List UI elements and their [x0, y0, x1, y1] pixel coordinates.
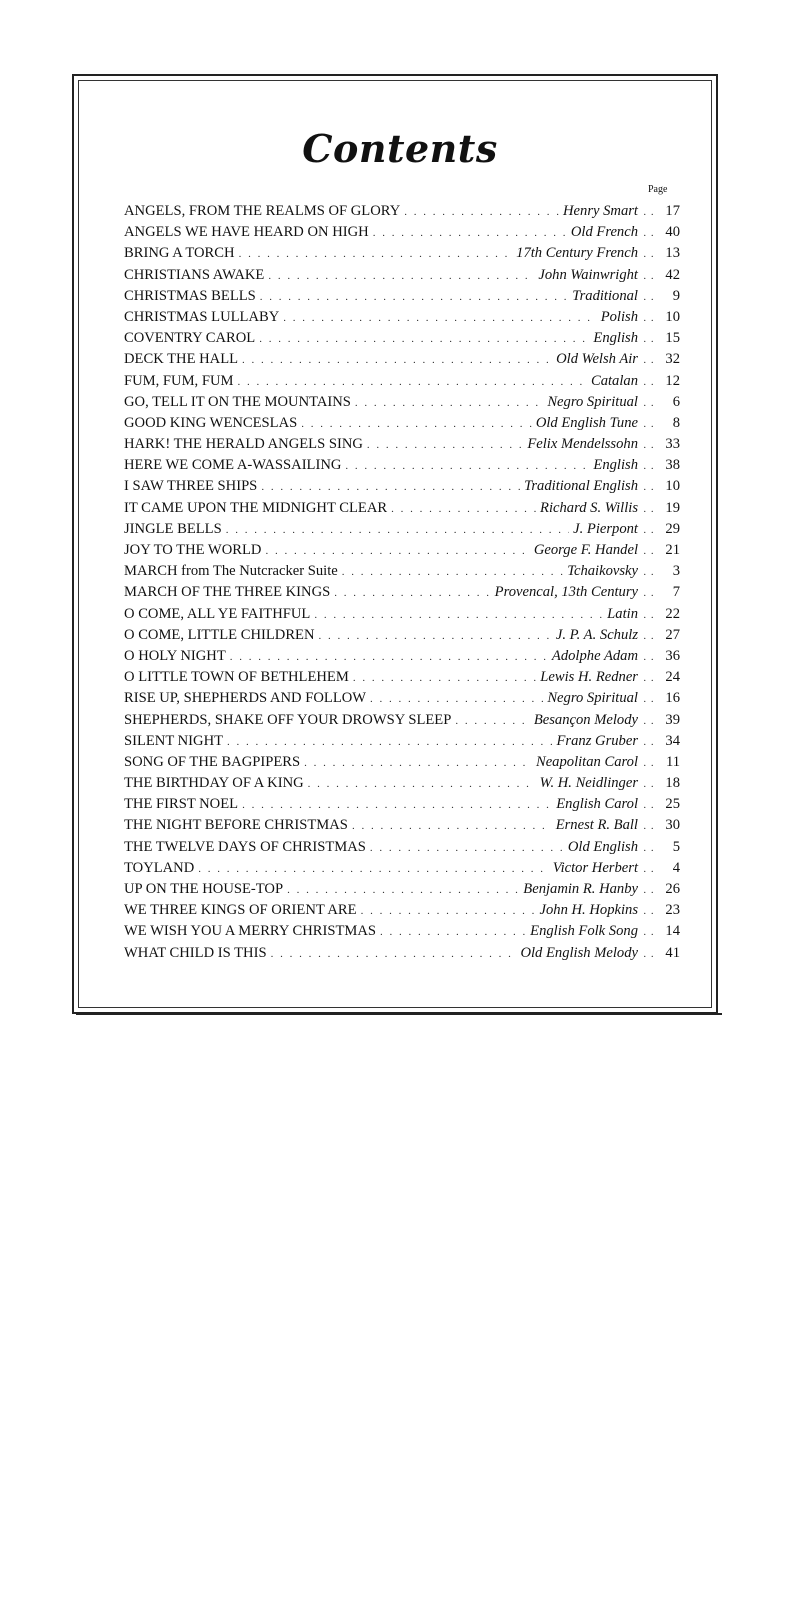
entry-title: MARCH from The Nutcracker Suite: [124, 563, 338, 580]
dot-leader-short: . .: [643, 290, 655, 303]
dot-leader-short: . .: [643, 799, 655, 812]
list-item: [124, 584, 680, 605]
entry-page-number: 25: [665, 796, 680, 813]
dot-leader: [238, 376, 587, 388]
entry-page-number: 4: [672, 859, 680, 876]
entry-title: THE NIGHT BEFORE CHRISTMAS: [124, 817, 348, 834]
entry-title: O COME, LITTLE CHILDREN: [124, 626, 315, 643]
dot-leader-short: . .: [643, 672, 655, 685]
list-item: [124, 330, 680, 351]
entry-composer: English: [593, 457, 638, 474]
dot-leader: [226, 524, 569, 536]
dot-leader-short: . .: [643, 926, 655, 939]
dot-leader: [261, 481, 520, 493]
dot-leader-short: . .: [643, 417, 655, 430]
entry-composer: John H. Hopkins: [539, 902, 638, 919]
entry-page-number: 41: [665, 944, 680, 961]
dot-leader-short: . .: [643, 354, 655, 367]
entry-title: MARCH OF THE THREE KINGS: [124, 584, 331, 601]
entry-composer: J. Pierpont: [573, 520, 638, 537]
dot-leader: [260, 291, 569, 303]
entry-composer: Polish: [600, 308, 638, 325]
list-item: [124, 478, 680, 499]
dot-leader: [308, 778, 536, 790]
entry-composer: 17th Century French: [516, 245, 638, 262]
dot-leader: [455, 715, 530, 727]
list-item: [124, 923, 680, 944]
dot-leader-short: . .: [643, 502, 655, 515]
entry-title: ANGELS, FROM THE REALMS OF GLORY: [124, 203, 401, 219]
entry-page-number: 40: [665, 224, 680, 241]
entry-page-number: 15: [665, 330, 680, 347]
dot-leader-short: . .: [643, 269, 655, 282]
dot-leader-short: . .: [643, 884, 655, 896]
dot-leader: [355, 397, 543, 409]
entry-composer: Franz Gruber: [556, 732, 638, 749]
entry-page-number: 13: [665, 245, 680, 262]
entry-title: O HOLY NIGHT: [124, 647, 226, 664]
dot-leader-short: . .: [643, 248, 655, 261]
entry-composer: Henry Smart: [563, 203, 638, 219]
dot-leader-short: . .: [643, 523, 655, 536]
entry-composer: Old French: [570, 224, 638, 241]
entry-title: TOYLAND: [124, 859, 195, 876]
entry-title: JOY TO THE WORLD: [124, 542, 262, 558]
entry-title: THE FIRST NOEL: [124, 796, 239, 813]
entry-page-number: 38: [665, 457, 680, 474]
entry-title: HARK! THE HERALD ANGELS SING: [124, 436, 363, 453]
entry-page-number: 32: [665, 351, 680, 368]
list-item: [124, 648, 680, 669]
entry-composer: Negro Spiritual: [547, 393, 638, 410]
dot-leader-short: . .: [643, 905, 655, 918]
entry-composer: Latin: [607, 605, 638, 622]
entry-title: THE BIRTHDAY OF A KING: [124, 775, 304, 792]
entry-title: GOOD KING WENCESLAS: [124, 414, 298, 431]
dot-leader-short: . .: [643, 566, 655, 579]
entry-page-number: 18: [665, 775, 680, 792]
dot-leader: [353, 672, 536, 684]
entry-page-number: 26: [665, 881, 680, 897]
entry-composer: Old Welsh Air: [556, 351, 638, 368]
entry-composer: Traditional: [572, 287, 638, 304]
entry-composer: Lewis H. Redner: [540, 669, 638, 686]
entry-page-number: 34: [665, 732, 680, 749]
dot-leader-short: . .: [643, 650, 655, 663]
list-item: [124, 245, 680, 266]
entry-page-number: 11: [665, 753, 680, 770]
page-border-shadow: [76, 1012, 722, 1015]
list-item: [124, 203, 680, 224]
entry-composer: J. P. A. Schulz: [555, 626, 638, 643]
dot-leader-short: . .: [643, 227, 655, 240]
entry-page-number: 39: [665, 711, 680, 728]
entry-title: O LITTLE TOWN OF BETHLEHEM: [124, 669, 349, 686]
entry-page-number: 24: [665, 669, 680, 686]
dot-leader-short: . .: [643, 206, 655, 218]
entry-page-number: 27: [665, 626, 680, 643]
dot-leader: [319, 630, 552, 642]
dot-leader: [342, 566, 563, 578]
list-item: [124, 457, 680, 478]
dot-leader: [265, 545, 529, 557]
table-of-contents: [124, 203, 680, 966]
dot-leader-short: . .: [643, 629, 655, 642]
entry-composer: John Wainwright: [538, 266, 638, 283]
entry-title: RISE UP, SHEPHERDS AND FOLLOW: [124, 690, 367, 707]
list-item: [124, 627, 680, 648]
list-item: [124, 436, 680, 457]
list-item: [124, 839, 680, 860]
entry-composer: Besançon Melody: [533, 711, 638, 728]
dot-leader: [391, 503, 536, 515]
dot-leader: [242, 354, 552, 366]
entry-composer: English Carol: [556, 796, 638, 813]
entry-page-number: 6: [672, 393, 680, 410]
dot-leader-short: . .: [643, 820, 655, 833]
entry-page-number: 5: [672, 838, 680, 855]
list-item: [124, 712, 680, 733]
entry-title: DECK THE HALL: [124, 351, 239, 368]
dot-leader: [370, 842, 564, 854]
entry-title: HERE WE COME A-WASSAILING: [124, 457, 342, 474]
entry-page-number: 19: [665, 499, 680, 516]
dot-leader: [367, 439, 523, 451]
dot-leader-short: . .: [643, 396, 655, 409]
entry-composer: George F. Handel: [533, 542, 638, 558]
dot-leader: [198, 863, 548, 875]
entry-page-number: 10: [665, 478, 680, 495]
list-item: [124, 521, 680, 542]
dot-leader-short: . .: [643, 756, 655, 769]
entry-title: WHAT CHILD IS THIS: [124, 944, 267, 961]
list-item: [124, 860, 680, 881]
entry-title: JINGLE BELLS: [124, 520, 222, 537]
entry-title: I SAW THREE SHIPS: [124, 478, 258, 495]
dot-leader: [230, 651, 548, 663]
entry-title: CHRISTMAS LULLABY: [124, 308, 280, 325]
page-column-header: Page: [648, 184, 668, 195]
entry-page-number: 7: [672, 584, 680, 601]
list-item: [124, 796, 680, 817]
entry-title: WE THREE KINGS OF ORIENT ARE: [124, 902, 357, 919]
entry-composer: Neapolitan Carol: [535, 753, 638, 770]
dot-leader-short: . .: [643, 587, 655, 600]
entry-page-number: 8: [672, 414, 680, 431]
dot-leader-short: . .: [643, 841, 655, 854]
dot-leader: [283, 312, 596, 324]
dot-leader-short: . .: [643, 375, 655, 388]
entry-page-number: 9: [672, 287, 680, 304]
dot-leader: [380, 926, 526, 938]
list-item: [124, 500, 680, 521]
entry-page-number: 29: [665, 520, 680, 537]
dot-leader: [352, 820, 552, 832]
entry-composer: Negro Spiritual: [547, 690, 638, 707]
dot-leader-short: . .: [643, 333, 655, 346]
list-item: [124, 945, 680, 966]
entry-composer: Victor Herbert: [552, 859, 638, 876]
list-item: [124, 775, 680, 796]
list-item: [124, 754, 680, 775]
list-item: [124, 288, 680, 309]
dot-leader: [404, 206, 559, 218]
entry-title: CHRISTMAS BELLS: [124, 287, 256, 304]
dot-leader: [242, 799, 552, 811]
entry-title: SILENT NIGHT: [124, 732, 224, 749]
dot-leader: [304, 757, 532, 769]
list-item: [124, 542, 680, 563]
list-item: [124, 394, 680, 415]
entry-composer: Catalan: [590, 372, 638, 389]
dot-leader: [227, 736, 552, 748]
entry-title: COVENTRY CAROL: [124, 330, 256, 347]
list-item: [124, 690, 680, 711]
list-item: [124, 309, 680, 330]
dot-leader: [271, 948, 517, 960]
dot-leader: [345, 460, 589, 472]
entry-page-number: 22: [665, 605, 680, 622]
dot-leader-short: . .: [643, 778, 655, 791]
entry-title: GO, TELL IT ON THE MOUNTAINS: [124, 393, 351, 410]
dot-leader-short: . .: [643, 439, 655, 452]
entry-composer: Ernest R. Ball: [555, 817, 638, 834]
entry-title: BRING A TORCH: [124, 245, 235, 262]
dot-leader-short: . .: [643, 693, 655, 706]
entry-page-number: 36: [665, 647, 680, 664]
entry-title: SONG OF THE BAGPIPERS: [124, 753, 301, 770]
entry-page-number: 30: [665, 817, 680, 834]
entry-page-number: 16: [665, 690, 680, 707]
dot-leader: [314, 609, 603, 621]
dot-leader-short: . .: [643, 862, 655, 875]
page-title: Contents: [302, 126, 498, 171]
entry-title: SHEPHERDS, SHAKE OFF YOUR DROWSY SLEEP: [124, 711, 452, 728]
entry-title: IT CAME UPON THE MIDNIGHT CLEAR: [124, 499, 388, 516]
dot-leader: [268, 270, 534, 282]
entry-title: FUM, FUM, FUM: [124, 372, 234, 389]
entry-composer: Richard S. Willis: [540, 499, 638, 516]
entry-page-number: 14: [665, 923, 680, 940]
list-item: [124, 817, 680, 838]
dot-leader: [287, 884, 519, 896]
entry-page-number: 23: [665, 902, 680, 919]
entry-composer: W. H. Neidlinger: [539, 775, 638, 792]
entry-title: THE TWELVE DAYS OF CHRISTMAS: [124, 838, 366, 855]
entry-composer: Tchaikovsky: [567, 563, 638, 580]
entry-composer: Benjamin R. Hanby: [523, 881, 638, 897]
list-item: [124, 224, 680, 245]
dot-leader: [259, 333, 589, 345]
entry-page-number: 33: [665, 436, 680, 453]
entry-composer: Felix Mendelssohn: [527, 436, 638, 453]
entry-page-number: 42: [665, 266, 680, 283]
dot-leader: [373, 227, 567, 239]
dot-leader-short: . .: [643, 735, 655, 748]
dot-leader-short: . .: [643, 608, 655, 621]
list-item: [124, 606, 680, 627]
dot-leader: [334, 587, 490, 599]
entry-page-number: 3: [672, 563, 680, 580]
dot-leader-short: . .: [643, 460, 655, 473]
list-item: [124, 669, 680, 690]
entry-composer: Provencal, 13th Century: [494, 584, 638, 601]
entry-page-number: 17: [665, 203, 680, 219]
list-item: [124, 563, 680, 584]
list-item: [124, 351, 680, 372]
entry-composer: English Folk Song: [530, 923, 638, 940]
entry-title: UP ON THE HOUSE-TOP: [124, 881, 284, 897]
list-item: [124, 267, 680, 288]
list-item: [124, 881, 680, 902]
dot-leader-short: . .: [643, 714, 655, 727]
entry-title: ANGELS WE HAVE HEARD ON HIGH: [124, 224, 369, 241]
dot-leader: [361, 905, 536, 917]
entry-title: CHRISTIANS AWAKE: [124, 266, 265, 283]
list-item: [124, 733, 680, 754]
entry-composer: English: [593, 330, 638, 347]
list-item: [124, 415, 680, 436]
entry-composer: Traditional English: [524, 478, 638, 495]
dot-leader: [370, 693, 543, 705]
dot-leader-short: . .: [643, 947, 655, 960]
entry-page-number: 12: [665, 372, 680, 389]
dot-leader-short: . .: [643, 481, 655, 494]
entry-page-number: 21: [665, 542, 680, 558]
entry-composer: Old English: [567, 838, 638, 855]
dot-leader-short: . .: [643, 311, 655, 324]
list-item: [124, 373, 680, 394]
entry-title: WE WISH YOU A MERRY CHRISTMAS: [124, 923, 377, 940]
list-item: [124, 902, 680, 923]
dot-leader: [301, 418, 532, 430]
entry-composer: Adolphe Adam: [551, 647, 638, 664]
entry-composer: Old English Melody: [520, 944, 638, 961]
entry-composer: Old English Tune: [535, 414, 638, 431]
entry-title: O COME, ALL YE FAITHFUL: [124, 605, 311, 622]
dot-leader: [239, 248, 513, 260]
dot-leader-short: . .: [643, 545, 655, 557]
entry-page-number: 10: [665, 308, 680, 325]
